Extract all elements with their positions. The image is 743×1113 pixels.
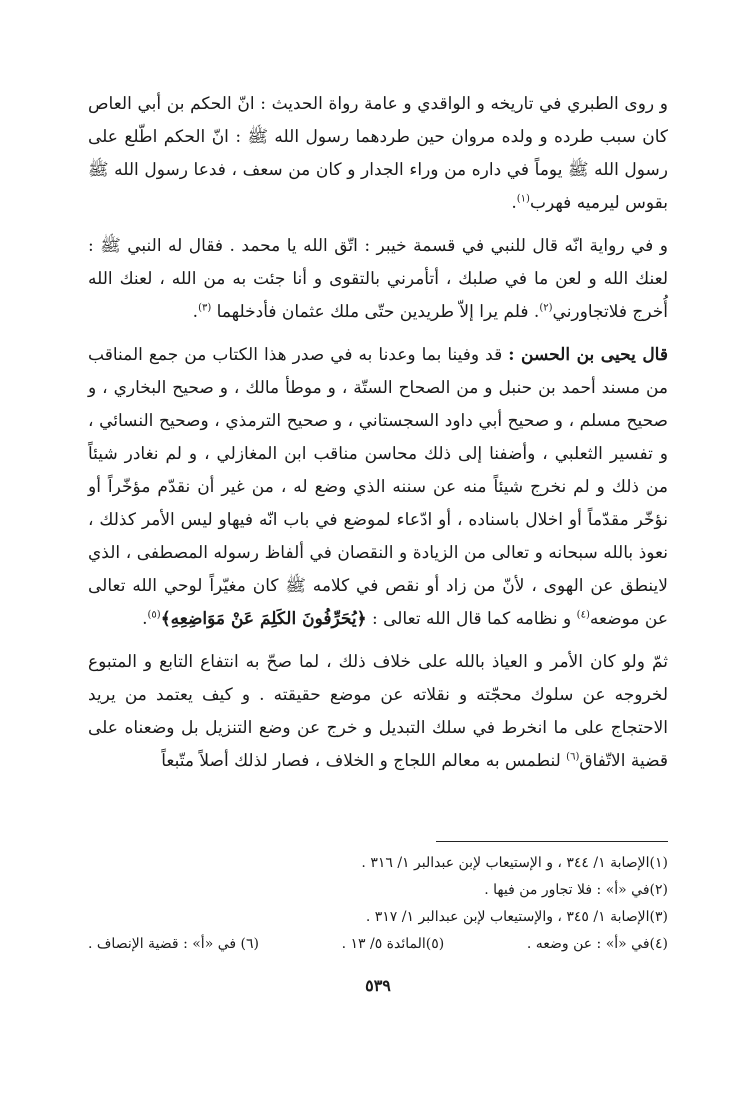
- paragraph-4: [88, 646, 668, 778]
- paragraph-1-tail: .: [511, 193, 517, 213]
- footnote-3: (٣)الإصابة ١/ ٣٤٥ ، والإستيعاب لإبن عبدالبر ١/ ٣١٧ .: [365, 909, 668, 925]
- book-page: [88, 88, 668, 1048]
- footnote-ref-3[interactable]: (٣): [198, 302, 212, 314]
- paragraph-4-text: ثمّ ولو كان الأمر و العياذ بالله على خلاف ذلك ، لما صحّ به انتفاع التابع و المتبوع لخروجه عن سلوك محجّته و نقلاته عن موضع حقيقته . و كيف يعتمد من يريد الاحتجاج على ما انخرط في سلك التبديل و خرج عن وضع التنزيل بل وضعناه على قضية الاتّفاق: [88, 652, 668, 771]
- paragraph-3: [88, 339, 668, 636]
- footnote-2: (٢)في «أ» : فلا تجاور من فيها .: [484, 882, 668, 898]
- footnote-ref-1[interactable]: (١): [516, 193, 530, 205]
- paragraph-2-text-2: . فلم يرا إلاّ طريدين حتّى ملك عثمان فأدخلهما: [216, 302, 540, 322]
- paragraph-2-text: و في رواية انّه قال للنبي في قسمة خيبر : اتّق الله يا محمد . فقال له النبي ﷺ : لعنك الله و لعن ما في صلبك ، أتأمرني بالتقوى و أنا جئت به من الله ، لعنك الله أُخرج فلاتجاورني: [88, 236, 668, 322]
- footnotes: [88, 850, 668, 958]
- page-number: ٥٣٩: [365, 976, 391, 995]
- paragraph-1-text: و روى الطبري في تاريخه و الواقدي و عامة رواة الحديث : انّ الحكم بن أبي العاص كان سبب طرده و ولده مروان حين طردهما رسول الله ﷺ : انّ الحكم اطّلع على رسول الله ﷺ يوماً في داره من وراء الجدار و كان من سعف ، فدعا رسول الله ﷺ بقوس ليرميه فهرب: [88, 94, 668, 213]
- footnote-ref-2[interactable]: (٢): [539, 302, 553, 314]
- paragraph-4-tail: لنطمس به معالم اللجاج و الخلاف ، فصار لذلك أصلاً متّبعاً: [161, 751, 561, 771]
- footnote-4: (٤)في «أ» : عن وضعه .: [526, 936, 668, 952]
- footnote-ref-6[interactable]: (٦): [566, 751, 580, 763]
- paragraph-2: [88, 230, 668, 329]
- footnote-ref-4[interactable]: (٤): [576, 609, 590, 621]
- footnote-6: (٦) في «أ» : قضية الإنصاف .: [88, 936, 259, 952]
- paragraph-3-text-2: و نظامه كما قال الله تعالى :: [371, 609, 572, 629]
- quran-quote: ﴿يُحَرِّفُونَ الكَلِمَ عَنْ مَوَاضِعِهِ﴾: [160, 609, 367, 629]
- footnote-separator: [436, 841, 668, 842]
- footnote-1: (١)الإصابة ١/ ٣٤٤ ، و الإستيعاب لإبن عبدالبر ١/ ٣١٦ .: [361, 855, 668, 871]
- paragraph-3-text: قد وفينا بما وعدنا به في صدر هذا الكتاب من جمع المناقب من مسند أحمد بن حنبل و من الصحاح الستّة ، و موطأ مالك ، و صحيح البخاري ، و صحيح مسلم ، و صحيح أبي داود السجستاني ، و صحيح الترمذي ، وصحيح النسائي ، و تفسير الثعلبي ، وأضفنا إلى ذلك محاسن مناقب ابن المغازلي ، و لم نغادر شيئاً من ذلك و لم نخرج شيئاً منه عن سننه الذي وضع له ، من غير أن نقدّم مؤخّراً أو نؤخّر مقدّماً أو اخلال باسناده ، أو ادّعاء لموضع في باب انّه فيهاو ليس الأمر كذلك ، نعوذ بالله سبحانه و تعالى من الزيادة و النقصان في ألفاظ رسوله المصطفى ، الذي لاينطق عن الهوى ، لأنّ من زاد أو نقص في كلامه ﷺ كان مغيّراً لوحي الله تعالى عن موضعه: [88, 345, 668, 629]
- footnote-5: (٥)المائدة ٥/ ١٣ .: [341, 936, 445, 952]
- footnote-ref-5[interactable]: (٥): [147, 609, 161, 621]
- speaker-heading: قال يحيى بن الحسن :: [508, 345, 668, 365]
- paragraph-1: [88, 88, 668, 220]
- footnote-row-4-6: [88, 931, 668, 958]
- paragraph-3-tail: .: [142, 609, 148, 629]
- paragraph-2-tail: .: [192, 302, 199, 322]
